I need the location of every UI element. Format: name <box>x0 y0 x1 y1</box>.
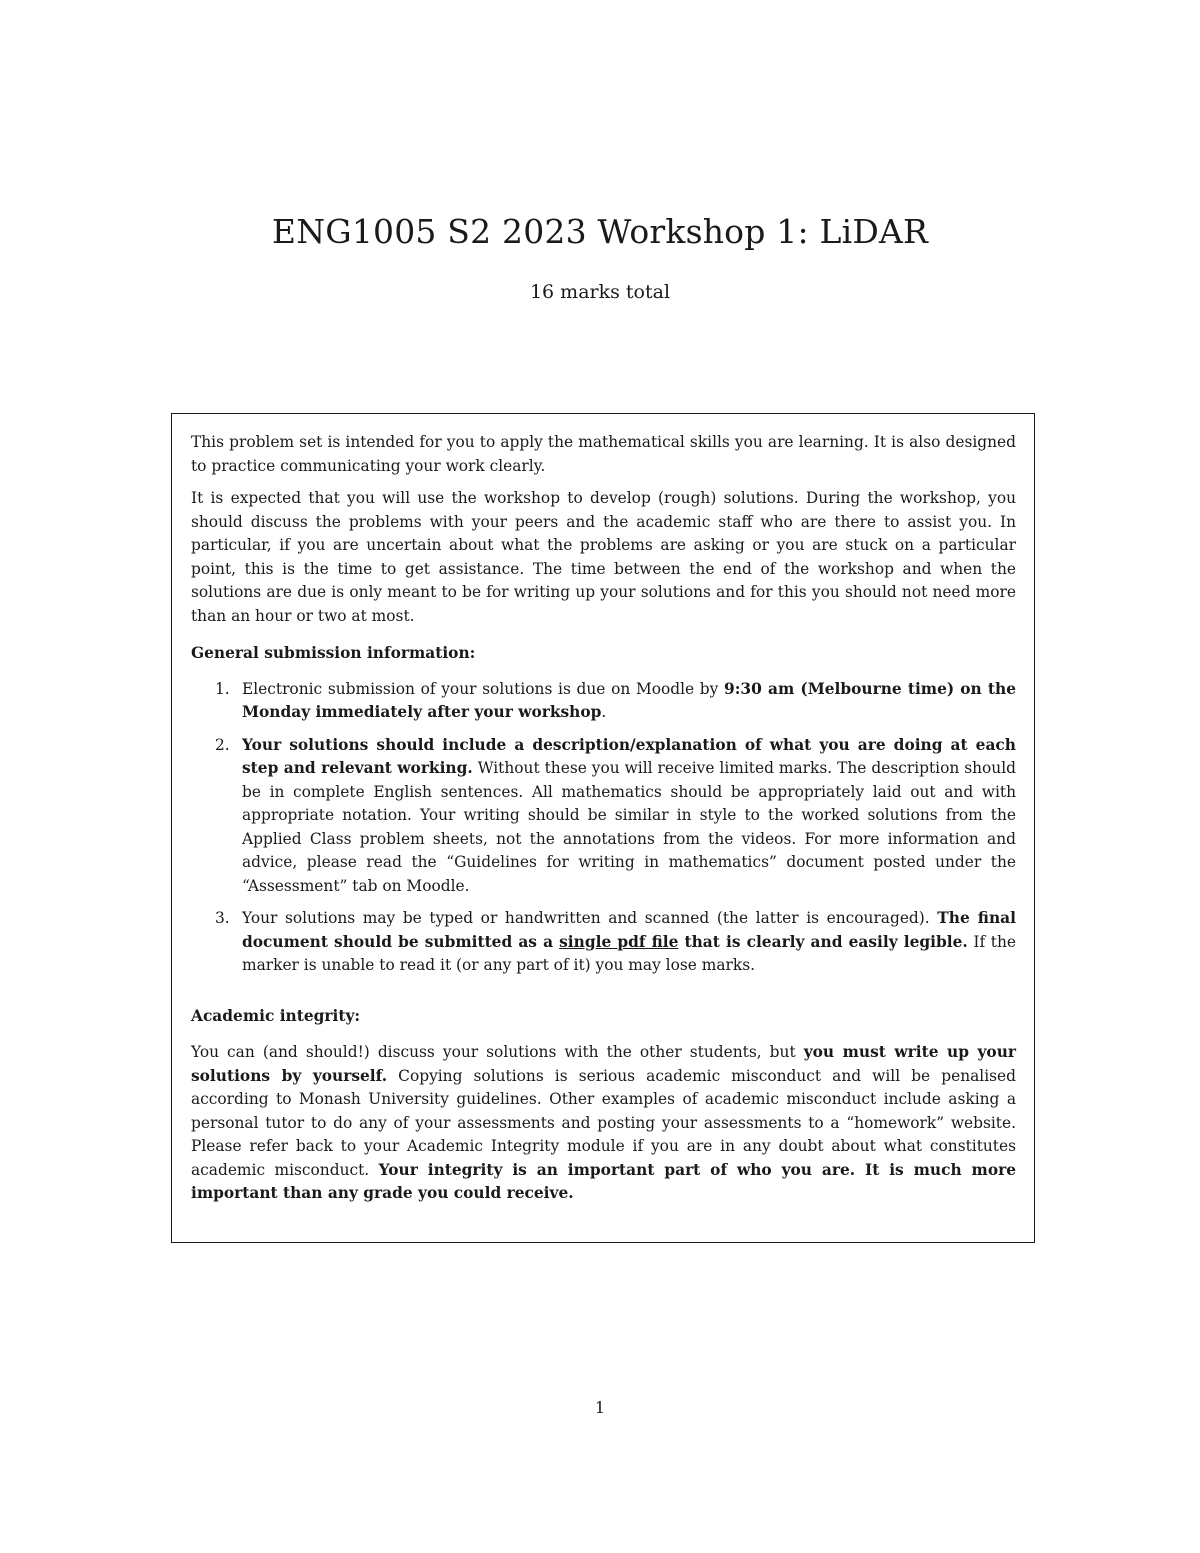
integrity-heading: Academic integrity: <box>191 1006 361 1025</box>
integrity-bold: Your integrity is an important part of who you are. It is much more important than any grade you could receive. <box>191 1160 1016 1202</box>
list-item <box>191 678 1016 725</box>
item-text: Electronic submission of your solutions is due on Moodle by <box>242 679 725 698</box>
integrity-paragraph <box>191 1041 1016 1206</box>
submission-list <box>191 678 1016 978</box>
list-number: 1. <box>215 679 230 698</box>
integrity-bold: you must write up your solutions by yourself. <box>191 1043 1016 1085</box>
submission-heading: General submission information: <box>191 644 476 662</box>
page-number: 1 <box>594 1398 606 1417</box>
document-title: ENG1005 S2 2023 Workshop 1: LiDAR <box>271 212 929 251</box>
item-bold: 9:30 am (Melbourne time) on the Monday immediately after your workshop <box>242 679 1016 721</box>
item-bold: The final document should be submitted as a <box>242 909 1017 951</box>
list-number: 2. <box>215 735 230 754</box>
intro-paragraph-2: It is expected that you will use the workshop to develop (rough) solutions. During the workshop, you should discuss the problems with your peers and the academic staff who are there to assist you. In particular, if you are uncertain about what the problems are asking or you are stuck on a particular point, this is the time to get assistance. The time between the end of the workshop and when the solutions are due is only meant to be for writing up your solutions and for this you should not need more than an hour or two at most. <box>191 489 1016 625</box>
list-item <box>191 734 1016 899</box>
list-number: 3. <box>215 909 230 927</box>
item-text: Your solutions may be typed or handwritten and scanned (the latter is encouraged). <box>242 909 938 927</box>
item-bold: that is clearly and easily legible. <box>678 932 968 951</box>
instructions-box <box>171 413 1035 1243</box>
integrity-text: You can (and should!) discuss your solutions with the other students, but <box>191 1043 804 1061</box>
intro-paragraph-1: This problem set is intended for you to apply the mathematical skills you are learning. It is also designed to practice communicating your work clearly. <box>191 433 1016 475</box>
item-text: . <box>601 703 607 721</box>
single-pdf-underlined: single pdf file <box>559 932 679 951</box>
list-item <box>191 907 1016 978</box>
item-text: If the marker is unable to read it (or any part of it) you may lose marks. <box>242 932 1016 974</box>
item-bold: Your solutions should include a description/explanation of what you are doing at each step and relevant working. <box>242 735 1016 777</box>
item-text: Without these you will receive limited marks. The description should be in complete English sentences. All mathematics should be appropriately laid out and with appropriate notation. Your writing should be similar in style to the worked solutions from the Applied Class problem sheets, not the annotations from the videos. For more information and advice, please read the “Guidelines for writing in mathematics” document posted under the “Assessment” tab on Moodle. <box>242 759 1016 895</box>
integrity-text: Copying solutions is serious academic misconduct and will be penalised according to Monash University guidelines. Other examples of academic misconduct include asking a personal tutor to do any of your assessments and posting your assessments to a “homework” website. Please refer back to your Academic Integrity module if you are in any doubt about what constitutes academic misconduct. <box>191 1066 1016 1179</box>
marks-total: 16 marks total <box>529 281 671 303</box>
